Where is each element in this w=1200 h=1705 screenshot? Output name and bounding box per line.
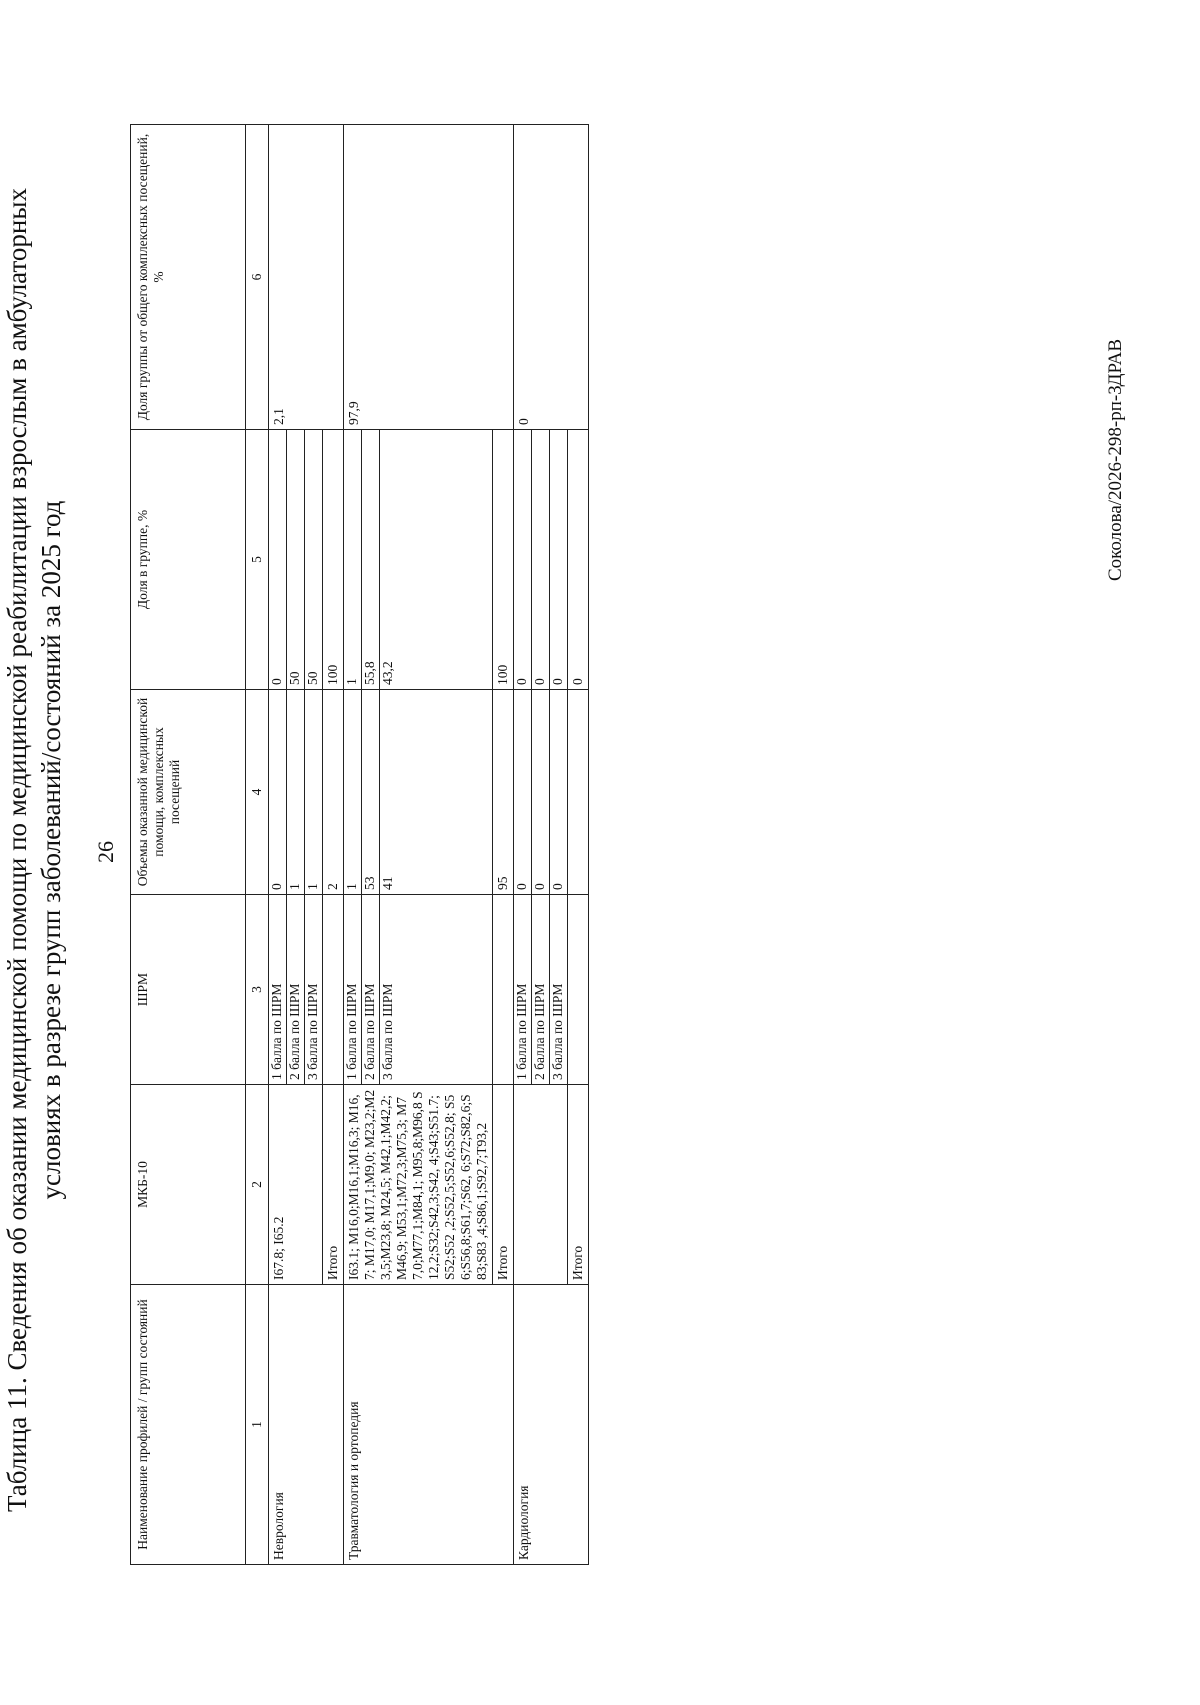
share-value: 0 xyxy=(269,430,287,689)
total-shrm-empty xyxy=(323,895,344,1085)
table-row-traumatology xyxy=(344,125,493,1565)
table-title-line-1: Таблица 11. Сведения об оказании медицинской помощи по медицинской реабилитации взрослым в амбулаторных xyxy=(2,188,32,1513)
header-row xyxy=(131,125,246,1565)
column-number-row xyxy=(246,125,269,1565)
total-label: Итого xyxy=(568,1085,589,1285)
header-volume: Объемы оказанной медицинской помощи, комплексных посещений xyxy=(131,690,246,895)
rehab-table xyxy=(130,124,589,1565)
share-value: 50 xyxy=(287,430,305,689)
volume-value: 0 xyxy=(532,690,550,894)
table-title xyxy=(0,125,120,1575)
header-profile: Наименование профилей / групп состояний xyxy=(131,1285,246,1565)
share-value: 50 xyxy=(305,671,320,685)
header-group-share: Доля группы от общего комплексных посещений, % xyxy=(131,125,246,430)
column-number: 2 xyxy=(246,1085,269,1285)
volume-cell xyxy=(269,690,323,895)
shrm-level: 2 балла по ШРМ xyxy=(362,895,380,1084)
shrm-level: 1 балла по ШРМ xyxy=(344,895,362,1084)
group-share-cell: 97,9 xyxy=(344,125,514,430)
share-value: 1 xyxy=(344,430,362,689)
column-number: 6 xyxy=(246,125,269,430)
group-share-cell: 0 xyxy=(514,125,589,430)
total-volume xyxy=(568,690,589,895)
volume-value: 0 xyxy=(550,883,565,890)
share-value: 0 xyxy=(514,430,532,689)
document-id: Соколова/2026-298-рп-ЗДРАВ xyxy=(1105,338,1126,582)
shrm-level: 1 балла по ШРМ xyxy=(514,895,532,1084)
total-label: Итого xyxy=(323,1085,344,1285)
group-share-cell: 2,1 xyxy=(269,125,344,430)
column-number: 5 xyxy=(246,430,269,690)
total-volume: 2 xyxy=(323,690,344,895)
rotated-landscape-content xyxy=(0,125,820,1575)
shrm-level: 2 балла по ШРМ xyxy=(532,895,550,1084)
column-number: 1 xyxy=(246,1285,269,1565)
share-value: 0 xyxy=(550,678,565,685)
volume-value: 1 xyxy=(344,690,362,894)
mkb-cell: I67.8; I65.2 xyxy=(269,1085,323,1285)
volume-value: 0 xyxy=(514,690,532,894)
share-cell xyxy=(269,430,323,690)
total-shrm-empty xyxy=(493,895,514,1085)
volume-value: 41 xyxy=(380,876,395,890)
header-shrm: ШРМ xyxy=(131,895,246,1085)
shrm-cell xyxy=(514,895,568,1085)
shrm-level: 1 балла по ШРМ xyxy=(269,895,287,1084)
volume-value: 1 xyxy=(287,690,305,894)
table-row-cardiology xyxy=(514,125,568,1565)
share-value: 0 xyxy=(532,430,550,689)
total-share: 0 xyxy=(568,430,589,690)
share-value: 55,8 xyxy=(362,430,380,689)
total-volume: 95 xyxy=(493,690,514,895)
profile-cell: Травматология и ортопедия xyxy=(344,1285,514,1565)
volume-value: 0 xyxy=(269,690,287,894)
shrm-level: 3 балла по ШРМ xyxy=(380,983,395,1080)
shrm-cell xyxy=(344,895,493,1085)
shrm-level: 2 балла по ШРМ xyxy=(287,895,305,1084)
header-share-in-group: Доля в группе, % xyxy=(131,430,246,690)
total-label: Итого xyxy=(493,1085,514,1285)
share-cell xyxy=(514,430,568,690)
shrm-level: 3 балла по ШРМ xyxy=(550,983,565,1080)
table-title-line-2: условиях в разрезе групп заболеваний/состояний за 2025 год xyxy=(36,500,66,1200)
header-mkb: МКБ-10 xyxy=(131,1085,246,1285)
column-number: 4 xyxy=(246,690,269,895)
table-container xyxy=(130,125,589,1565)
shrm-cell xyxy=(269,895,323,1085)
profile-cell: Неврология xyxy=(269,1285,344,1565)
profile-cell: Кардиология xyxy=(514,1285,589,1565)
share-cell xyxy=(344,430,493,690)
table-row-neurology xyxy=(269,125,323,1565)
mkb-cell xyxy=(514,1085,568,1285)
share-value: 43,2 xyxy=(380,661,395,685)
mkb-cell: I63.1; M16,0;M16,1;M16,3; M16,7; M17,0; M17,1;M9,0; M23,2;M23,5;M23,8; M24,5; M42,1;M42,2;M46,9; M53,1;M72,3;M75,3; M77,0;M77,1;M84,1; M95,8;M96,8 S12,2;S32;S42,3;S42, 4;S43;S51.7;S52;S52 ,2;S52,5;S52,6;S52,8; S56;S56,8;S61,7;S62, 6;S72;S82,6;S83;S83 ,4;S86,1;S92,7;T93,2 xyxy=(344,1085,493,1285)
total-share: 100 xyxy=(493,430,514,690)
volume-value: 1 xyxy=(305,883,320,890)
volume-cell xyxy=(344,690,493,895)
total-share: 100 xyxy=(323,430,344,690)
volume-value: 53 xyxy=(362,690,380,894)
total-shrm-empty xyxy=(568,895,589,1085)
volume-cell xyxy=(514,690,568,895)
shrm-level: 3 балла по ШРМ xyxy=(305,983,320,1080)
page-number: 26 xyxy=(93,841,118,863)
column-number: 3 xyxy=(246,895,269,1085)
